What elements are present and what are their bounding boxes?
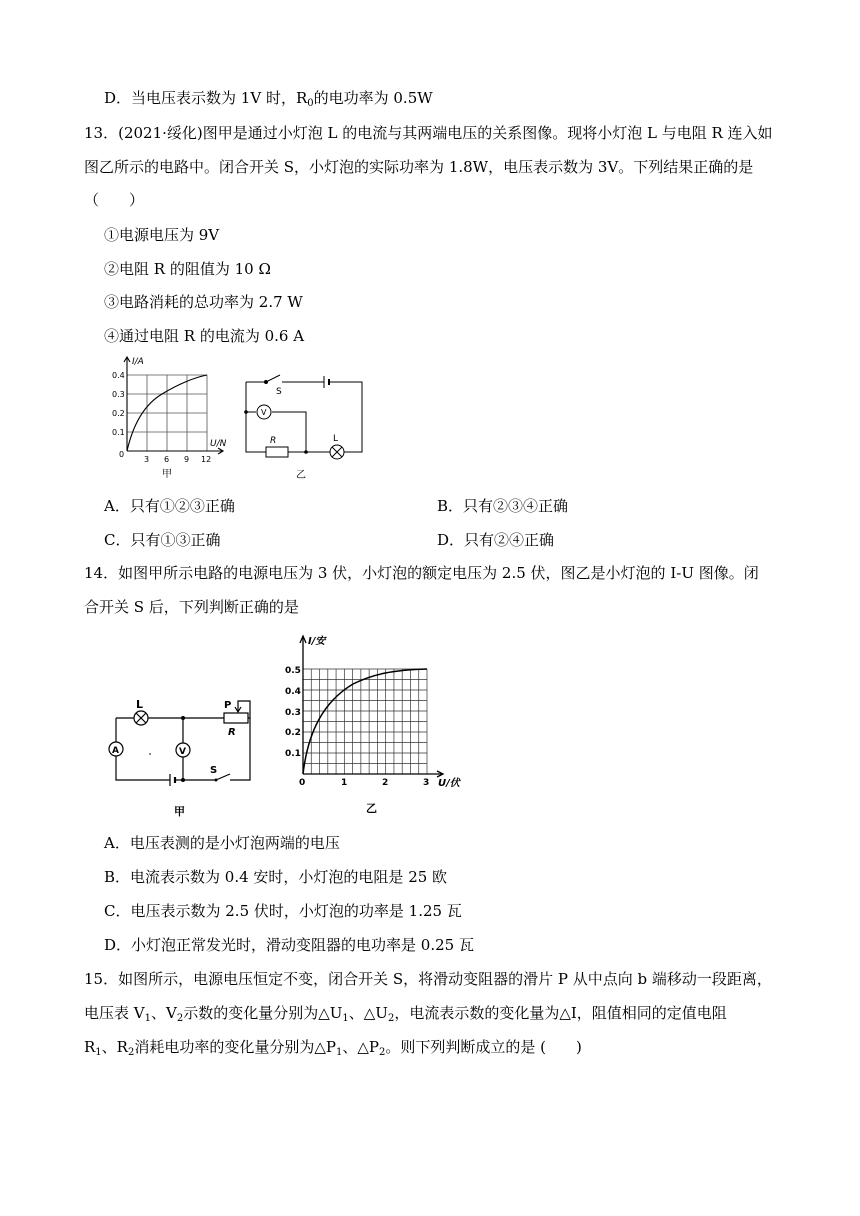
wire <box>116 756 148 780</box>
q14-option-d <box>104 935 474 955</box>
option-text: 电流表示数为 0.4 安时，小灯泡的电阻是 25 欧 <box>130 868 448 886</box>
figure-caption: 乙 <box>366 802 377 815</box>
lamp-label: L <box>136 698 144 711</box>
y-tick: 0.3 <box>112 390 125 399</box>
q14-option-a <box>104 833 340 853</box>
resistor <box>266 447 288 457</box>
q13-option-a <box>104 495 235 516</box>
option-text: 只有②④正确 <box>464 531 555 549</box>
option-label: B． <box>104 868 131 886</box>
option-label: D． <box>437 531 465 549</box>
subscript: 0 <box>307 98 314 109</box>
x-tick: 12 <box>201 455 212 464</box>
y-tick: 0.2 <box>112 409 125 418</box>
q15-stem-line2 <box>84 1003 727 1023</box>
option-text: 只有①③正确 <box>130 531 221 549</box>
subscript: 1 <box>144 1013 151 1024</box>
option-label: D． <box>104 936 132 954</box>
switch-pivot <box>215 779 218 782</box>
subscript: 2 <box>127 1047 135 1058</box>
subscript: 1 <box>335 1047 343 1058</box>
q13-stem-line2: 图乙所示的电路中。闭合开关 S，小灯泡的实际功率为 1.8W，电压表示数为 3V。下列结果正确的是 <box>84 158 754 176</box>
option-text: 只有②③④正确 <box>463 497 569 515</box>
q13-graph-figure <box>112 354 236 480</box>
q14-graph-figure <box>278 632 466 816</box>
x-tick: 9 <box>184 455 190 464</box>
q15-stem-line1: 15．如图所示，电源电压恒定不变，闭合开关 S，将滑动变阻器的滑片 P 从中点向 b 端移动一段距离， <box>84 970 772 988</box>
text-span: 示数的变化量分别为△U <box>183 1004 343 1022</box>
subscript: 2 <box>387 1013 395 1024</box>
grid <box>303 669 427 774</box>
q13-option-c <box>104 529 221 550</box>
q13-stem-line3: （ ） <box>84 191 145 209</box>
q14-option-b <box>104 867 447 887</box>
text-span: 、△P <box>342 1038 379 1056</box>
resistor-label: R <box>270 436 277 446</box>
axes <box>300 636 443 777</box>
y-tick: 0.4 <box>285 687 301 697</box>
q13-option-d <box>437 529 554 550</box>
y-axis-label: I/A <box>132 357 144 367</box>
y-tick: 0.1 <box>285 749 301 759</box>
text-span: 消耗电功率的变化量分别为△P <box>134 1038 336 1056</box>
subscript: 2 <box>379 1047 386 1058</box>
x-axis-label: U/N <box>210 439 227 449</box>
q13-statement-1: ①电源电压为 9V <box>104 226 220 244</box>
option-label: C． <box>104 902 131 920</box>
y-tick: 0.2 <box>285 728 301 738</box>
option-text: 当电压表示数为 1V 时，R <box>131 89 308 107</box>
text-span: 、△U <box>348 1004 388 1022</box>
subscript: 2 <box>176 1013 184 1024</box>
x-tick: 6 <box>164 455 170 464</box>
text-span: 、R <box>101 1038 128 1056</box>
ammeter-label: A <box>112 746 119 756</box>
junction-dot <box>244 410 248 414</box>
q13-options-row-2 <box>104 529 784 549</box>
switch-label: S <box>276 387 282 397</box>
y-tick: 0.5 <box>285 666 301 676</box>
option-text: 小灯泡正常发光时，滑动变阻器的电功率是 0.25 瓦 <box>131 936 474 954</box>
figure-caption: 甲 <box>174 805 185 818</box>
lamp-label: L <box>333 434 339 444</box>
y-tick: 0.4 <box>112 371 125 380</box>
figure-caption: 乙 <box>296 470 306 481</box>
wire <box>246 382 266 452</box>
q14-circuit-figure <box>100 692 262 818</box>
junction-dot <box>181 716 185 720</box>
q13-circuit-figure <box>236 366 376 482</box>
wire <box>272 412 306 452</box>
origin-label: 0 <box>119 450 125 459</box>
q12-option-d <box>104 88 433 108</box>
q13-statement-4: ④通过电阻 R 的电流为 0.6 A <box>104 327 305 345</box>
option-label: D． <box>104 89 132 107</box>
switch-pivot <box>265 381 268 384</box>
switch-blade <box>266 375 280 382</box>
option-label: B． <box>437 497 464 515</box>
text-span: ，电流表示数的变化量为△I，阻值相同的定值电阻 <box>394 1004 727 1022</box>
junction-dot <box>181 778 185 782</box>
option-text: 只有①②③正确 <box>129 497 235 515</box>
switch-blade <box>216 774 230 780</box>
option-label: A． <box>104 834 130 852</box>
origin-label: 0 <box>299 778 306 788</box>
y-axis-label: I/安 <box>308 636 326 647</box>
voltmeter-label: V <box>179 747 186 757</box>
y-tick: 0.1 <box>112 428 125 437</box>
q14-option-c <box>104 901 462 921</box>
q14-stem-line2: 合开关 S 后，下列判断正确的是 <box>84 598 299 616</box>
x-axis-label: U/伏 <box>438 778 460 789</box>
subscript: 1 <box>342 1013 349 1024</box>
text-span: 电压表 V <box>84 1004 145 1022</box>
text-span: 、V <box>150 1004 177 1022</box>
subscript: 1 <box>95 1047 102 1058</box>
junction-dot <box>304 450 308 454</box>
option-text: 电压表示数为 2.5 伏时，小灯泡的功率是 1.25 瓦 <box>130 902 462 920</box>
x-tick: 1 <box>341 778 348 788</box>
q13-stem-line1: 13．(2021·绥化)图甲是通过小灯泡 L 的电流与其两端电压的关系图像。现将小灯泡 L 与电阻 R 连入如 <box>84 124 773 142</box>
x-tick: 2 <box>382 778 389 788</box>
q13-statement-2: ②电阻 R 的阻值为 10 Ω <box>104 260 271 278</box>
q13-options-row-1 <box>104 495 784 515</box>
grid <box>127 375 207 451</box>
figure-caption: 甲 <box>162 469 172 480</box>
text-span: 。则下列判断成立的是 ( ) <box>385 1038 582 1056</box>
slider-label: P <box>224 700 232 711</box>
rheostat <box>224 713 248 723</box>
option-label: C． <box>104 531 131 549</box>
q13-statement-3: ③电路消耗的总功率为 2.7 W <box>104 293 303 311</box>
text-span: R <box>84 1038 96 1056</box>
y-tick: 0.3 <box>285 708 301 718</box>
x-tick: 3 <box>423 778 430 788</box>
q15-stem-line3 <box>84 1037 582 1057</box>
resistor-label: R <box>228 727 236 738</box>
axes <box>124 357 223 454</box>
voltmeter-label: V <box>261 408 267 417</box>
option-text: 电压表测的是小灯泡两端的电压 <box>129 834 340 852</box>
q14-stem-line1: 14．如图甲所示电路的电源电压为 3 伏，小灯泡的额定电压为 2.5 伏，图乙是小灯泡的 I-U 图像。闭 <box>84 564 759 582</box>
option-text: 的电功率为 0.5W <box>313 89 433 107</box>
q13-option-b <box>437 495 568 516</box>
x-tick: 3 <box>144 455 150 464</box>
switch-label: S <box>210 765 218 776</box>
option-label: A． <box>104 497 130 515</box>
stray-dot <box>149 753 151 755</box>
